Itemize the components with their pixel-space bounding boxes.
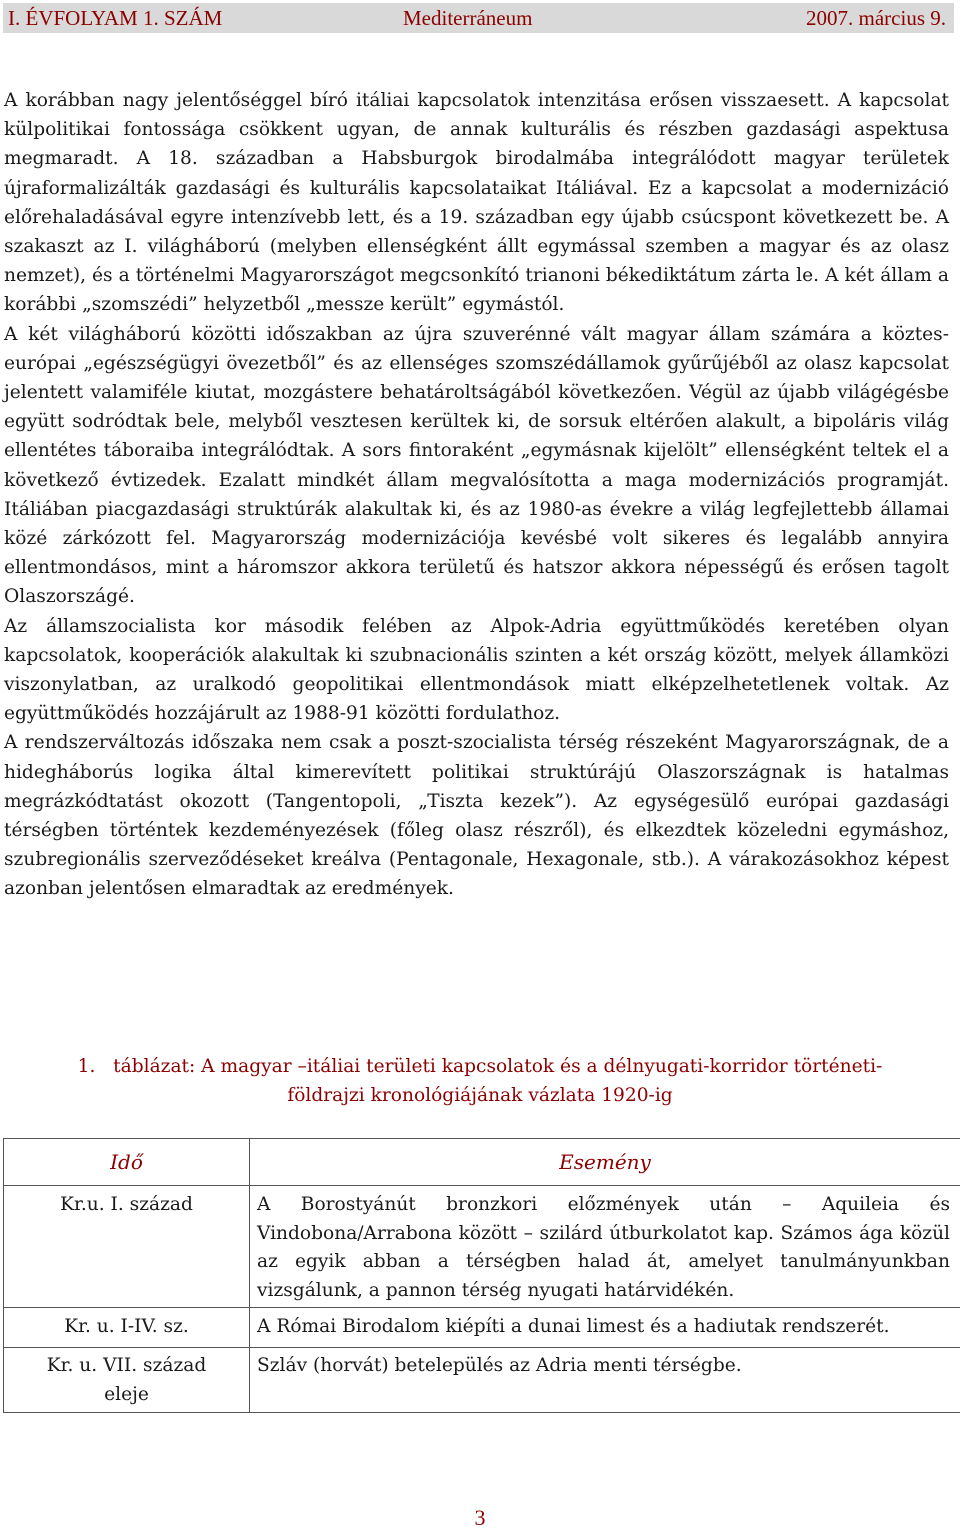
row-event-cell: A Római Birodalom kiépíti a dunai limest és a hadiutak rendszerét. bbox=[250, 1308, 960, 1348]
table-caption-text: táblázat: A magyar –itáliai területi kapcsolatok és a délnyugati-korridor történeti- bbox=[113, 1056, 882, 1077]
table-caption-text-continued: földrajzi kronológiájának vázlata 1920-ig bbox=[287, 1085, 672, 1106]
table-caption-line2 bbox=[0, 1081, 960, 1110]
table-row bbox=[4, 1347, 960, 1412]
paragraph: A rendszerváltozás időszaka nem csak a poszt-szocialista térség részeként Magyarországnak, de a hidegháborús logika által kimerevített politikai struktúrájú Olaszországnak is hatalmas megrázkódtatást okozott (Tangentopoli, „Tiszta kezek”). Az egységesülő európai gazdasági térségben történtek kezdeményezések (főleg olasz részről), és elkezdtek közeledni egymáshoz, szubregionális szerveződéseket kreálva (Pentagonale, Hexagonale, stb.). A várakozásokhoz képest azonban jelentősen elmaradtak az eredmények. bbox=[4, 728, 949, 903]
table-row bbox=[4, 1308, 960, 1348]
header-date: 2007. március 9. bbox=[806, 6, 946, 31]
row-time-cell: Kr. u. VII. század eleje bbox=[4, 1347, 250, 1412]
row-time-cell: Kr. u. I-IV. sz. bbox=[4, 1308, 250, 1348]
column-header-event: Esemény bbox=[250, 1139, 960, 1186]
table-caption-number: 1. bbox=[78, 1056, 96, 1077]
column-header-time: Idő bbox=[4, 1139, 250, 1186]
row-time-cell: Kr.u. I. század bbox=[4, 1186, 250, 1308]
paragraph: A korábban nagy jelentőséggel bíró itáliai kapcsolatok intenzitása erősen visszaesett. A kapcsolat külpolitikai fontossága csökkent ugyan, de annak kulturális és részben gazdasági aspektusa megmaradt. A 18. században a Habsburgok birodalmába integrálódott magyar területek újraformalizálták gazdasági és kulturális kapcsolataikat Itáliával. Ez a kapcsolat a modernizáció előrehaladásával egyre intenzívebb lett, és a 19. században egy újabb csúcspont következett be. A szakaszt az I. világháború (melyben ellenségként állt egymással szemben a magyar és az olasz nemzet), és a történelmi Magyarországot megcsonkító trianoni békediktátum zárta le. A két állam a korábbi „szomszédi” helyzetből „messze került” egymástól. bbox=[4, 86, 949, 320]
row-event-cell: A Borostyánút bronzkori előzmények után – Aquileia és Vindobona/Arrabona között – szilárd útburkolatot kap. Számos ága közül az egyik abban a térségben halad át, amelyet tanulmányunkban vizsgálunk, a pannon térség nyugati határvidékén. bbox=[250, 1186, 960, 1308]
chronology-table bbox=[3, 1138, 960, 1413]
paragraph: A két világháború közötti időszakban az újra szuverénné vált magyar állam számára a köztes-európai „egészségügyi övezetből” és az ellenséges szomszédállamok gyűrűjéből az olasz kapcsolat jelentett valamiféle kiutat, mozgástere behatároltságából következően. Végül az újabb világégésbe együtt sodródtak bele, melyből vesztesen kerültek ki, de sorsuk eltérően alakult, a bipoláris világ ellentétes táboraiba integrálódtak. A sors fintoraként „egymásnak kijelölt” ellenségként teltek el a következő évtizedek. Ezalatt mindkét állam megvalósította a maga modernizációs programját. Itáliában piacgazdasági struktúrák alakultak ki, és az 1980-as évekre a világ legfejlettebb államai közé zárkózott fel. Magyarország modernizációja kevésbé volt sikeres és legalább annyira ellentmondásos, mint a háromszor akkora területű és hatszor akkora népességű és erősen tagolt Olaszországé. bbox=[4, 320, 949, 612]
page-header bbox=[3, 3, 954, 33]
table-header-row bbox=[4, 1139, 960, 1186]
header-journal: Mediterráneum bbox=[403, 6, 532, 31]
table-row bbox=[4, 1186, 960, 1308]
row-event-cell: Szláv (horvát) betelepülés az Adria menti térségbe. bbox=[250, 1347, 960, 1412]
paragraph: Az államszocialista kor második felében az Alpok-Adria együttműködés keretében olyan kapcsolatok, kooperációk alakultak ki szubnacionális szinten a két ország között, melyek államközi viszonylatban, az uralkodó geopolitikai ellentmondások miatt elképzelhetetlenek voltak. Az együttműködés hozzájárult az 1988-91 közötti fordulathoz. bbox=[4, 612, 949, 729]
table-caption-line1 bbox=[0, 1052, 960, 1081]
header-volume: I. ÉVFOLYAM 1. SZÁM bbox=[8, 6, 222, 31]
article-body bbox=[4, 86, 949, 904]
page-number: 3 bbox=[0, 1505, 960, 1531]
